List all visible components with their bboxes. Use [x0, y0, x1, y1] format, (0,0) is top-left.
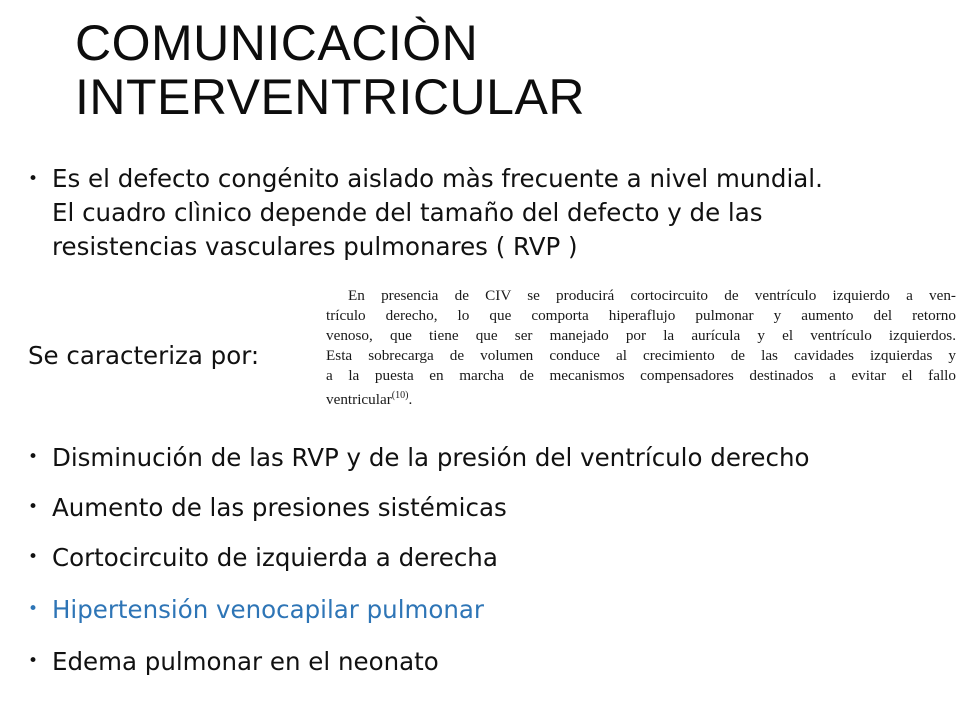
bullet-icon: • — [28, 497, 39, 517]
quote-line-5: a la puesta en marcha de mecanismos compensadores destinados a evitar el fallo — [326, 367, 956, 384]
slide-title — [75, 16, 895, 124]
list-item-text: Aumento de las presiones sistémicas — [52, 493, 507, 522]
title-line-1: COMUNICACIÒN — [75, 15, 479, 71]
quote-line-2: trículo derecho, lo que comporta hiperaflujo pulmonar y aumento del retorno — [326, 307, 956, 324]
list-item-text: Cortocircuito de izquierda a derecha — [52, 543, 498, 572]
bullet-icon: • — [28, 599, 39, 619]
bullet-icon: • — [28, 547, 39, 567]
intro-line-2: El cuadro clìnico depende del tamaño del defecto y de las — [52, 198, 763, 227]
list-item-text: Disminución de las RVP y de la presión del ventrículo derecho — [52, 443, 810, 472]
quote-reference: (10) — [391, 390, 409, 401]
bullet-icon: • — [28, 651, 39, 671]
quote-line-4: Esta sobrecarga de volumen conduce al crecimiento de las cavidades izquierdas y — [326, 347, 956, 364]
intro-text — [52, 162, 932, 264]
list-item-text: Edema pulmonar en el neonato — [52, 647, 439, 676]
bullet-icon: • — [28, 447, 39, 467]
quote-last-suffix: . — [408, 391, 413, 409]
quoted-excerpt — [326, 286, 956, 436]
list-item-text: Hipertensión venocapilar pulmonar — [52, 595, 484, 624]
quote-line-1: En presencia de CIV se producirá cortocircuito de ventrículo izquierdo a ven- — [348, 287, 956, 304]
characterize-label: Se caracteriza por: — [28, 341, 260, 370]
bullet-icon: • — [28, 169, 39, 189]
quote-line-6 — [326, 386, 956, 410]
title-line-2: INTERVENTRICULAR — [75, 69, 585, 125]
intro-line-3: resistencias vasculares pulmonares ( RVP ) — [52, 232, 578, 261]
intro-line-1: Es el defecto congénito aislado màs frecuente a nivel mundial. — [52, 164, 823, 193]
quote-last-word: ventricular — [326, 391, 392, 409]
quote-line-3: venoso, que tiene que ser manejado por la aurícula y el ventrículo izquierdos. — [326, 327, 956, 344]
